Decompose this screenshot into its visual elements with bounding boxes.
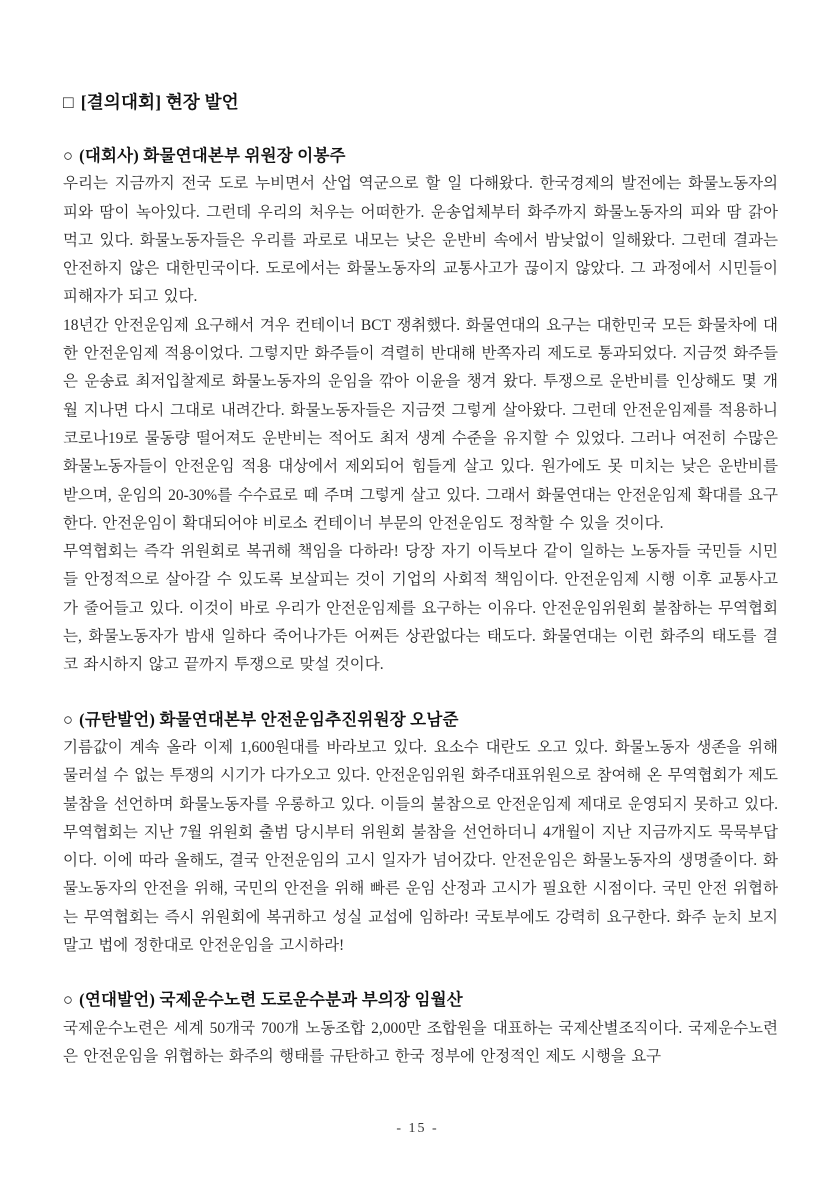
page-title bbox=[63, 88, 778, 116]
page-footer bbox=[0, 1121, 835, 1137]
circle-bullet-icon: ○ bbox=[63, 990, 74, 1010]
section-heading-text: (연대발언) 국제운수노련 도로운수분과 부의장 임월산 bbox=[79, 990, 463, 1010]
body-paragraph: 18년간 안전운임제 요구해서 겨우 컨테이너 BCT 쟁취했다. 화물연대의 요구는 대한민국 모든 화물차에 대한 안전운임제 적용이었다. 그렇지만 화주들이 격렬히 반대해 반쪽자리 제도로 통과되었다. 지금껏 화주들은 운송료 최저입찰제로 화물노동자의 운임을 깎아 이윤을 챙겨 왔다. 투쟁으로 운반비를 인상해도 몇 개월 지나면 다시 그대로 내려간다. 화물노동자들은 지금껏 그렇게 살아왔다. 그런데 안전운임제를 적용하니 코로나19로 물동량 떨어져도 운반비는 적어도 최저 생계 수준을 유지할 수 있었다. 그러나 여전히 수많은 화물노동자들이 안전운임 적용 대상에서 제외되어 힘들게 살고 있다. 원가에도 못 미치는 낮은 운반비를 받으며, 운임의 20-30%를 수수료로 떼 주며 그렇게 살고 있다. 그래서 화물연대는 안전운임제 확대를 요구한다. 안전운임이 확대되어야 비로소 컨테이너 부문의 안전운임도 정착할 수 있을 것이다. bbox=[63, 316, 778, 532]
section-heading bbox=[63, 986, 778, 1014]
speech-section bbox=[63, 142, 778, 680]
circle-bullet-icon: ○ bbox=[63, 146, 74, 165]
section-heading bbox=[63, 142, 778, 170]
body-paragraph: 기름값이 계속 올라 이제 1,600원대를 바라보고 있다. 요소수 대란도 오고 있다. 화물노동자 생존을 위해 물러설 수 없는 투쟁의 시기가 다가오고 있다. 안전운임위원 화주대표위원으로 참여해 온 무역협회가 제도 불참을 선언하며 화물노동자를 우롱하고 있다. 이들의 불참으로 안전운임제 제대로 운영되지 못하고 있다. 무역협회는 지난 7월 위원회 출범 당시부터 위원회 불참을 선언하더니 4개월이 지난 지금까지도 묵묵부답이다. 이에 따라 올해도, 결국 안전운임의 고시 일자가 넘어갔다. 안전운임은 화물노동자의 생명줄이다. 화물노동자의 안전을 위해, 국민의 안전을 위해 빠른 운임 산정과 고시가 필요한 시점이다. 국민 안전 위협하는 무역협회는 즉시 위원회에 복귀하고 성실 교섭에 임하라! 국토부에도 강력히 요구한다. 화주 눈치 보지 말고 법에 정한대로 안전운임을 고시하라! bbox=[63, 738, 778, 955]
speech-section bbox=[63, 986, 778, 1071]
body-paragraph: 무역협회는 즉각 위원회로 복귀해 책임을 다하라! 당장 자기 이득보다 같이 일하는 노동자들 국민들 시민들 안정적으로 살아갈 수 있도록 보살피는 것이 기업의 사회적 책임이다. 안전운임제 시행 이후 교통사고가 줄어들고 있다. 이것이 바로 우리가 안전운임제를 요구하는 이유다. 안전운임위원회 불참하는 무역협회는, 화물노동자가 밤새 일하다 죽어나가든 어쩌든 상관없다는 태도다. 화물연대는 이런 화주의 태도를 결코 좌시하지 않고 끝까지 투쟁으로 맞설 것이다. bbox=[63, 543, 778, 674]
page-number: - 15 - bbox=[396, 1121, 439, 1136]
section-heading-text: (대회사) 화물연대본부 위원장 이봉주 bbox=[79, 146, 346, 165]
body-paragraph: 우리는 지금까지 전국 도로 누비면서 산업 역군으로 할 일 다해왔다. 한국경제의 발전에는 화물노동자의 피와 땀이 녹아있다. 그런데 우리의 처우는 어떠한가. 운송업체부터 화주까지 화물노동자의 피와 땀 갉아먹고 있다. 화물노동자들은 우리를 과로로 내모는 낮은 운반비 속에서 밤낮없이 일해왔다. 그런데 결과는 안전하지 않은 대한민국이다. 도로에서는 화물노동자의 교통사고가 끊이지 않았다. 그 과정에서 시민들이 피해자가 되고 있다. bbox=[63, 175, 778, 306]
page-title-text: [결의대회] 현장 발언 bbox=[80, 92, 239, 112]
body-paragraph: 국제운수노련은 세계 50개국 700개 노동조합 2,000만 조합원을 대표하는 국제산별조직이다. 국제운수노련은 안전운임을 위협하는 화주의 행태를 규탄하고 한국 정부에 안정적인 제도 시행을 요구 bbox=[63, 1019, 778, 1065]
speech-section bbox=[63, 706, 778, 961]
section-heading-text: (규탄발언) 화물연대본부 안전운임추진위원장 오남준 bbox=[79, 709, 459, 729]
document-body bbox=[63, 142, 778, 1071]
section-heading bbox=[63, 706, 778, 734]
square-bullet-icon: □ bbox=[63, 92, 74, 112]
circle-bullet-icon: ○ bbox=[63, 709, 74, 729]
